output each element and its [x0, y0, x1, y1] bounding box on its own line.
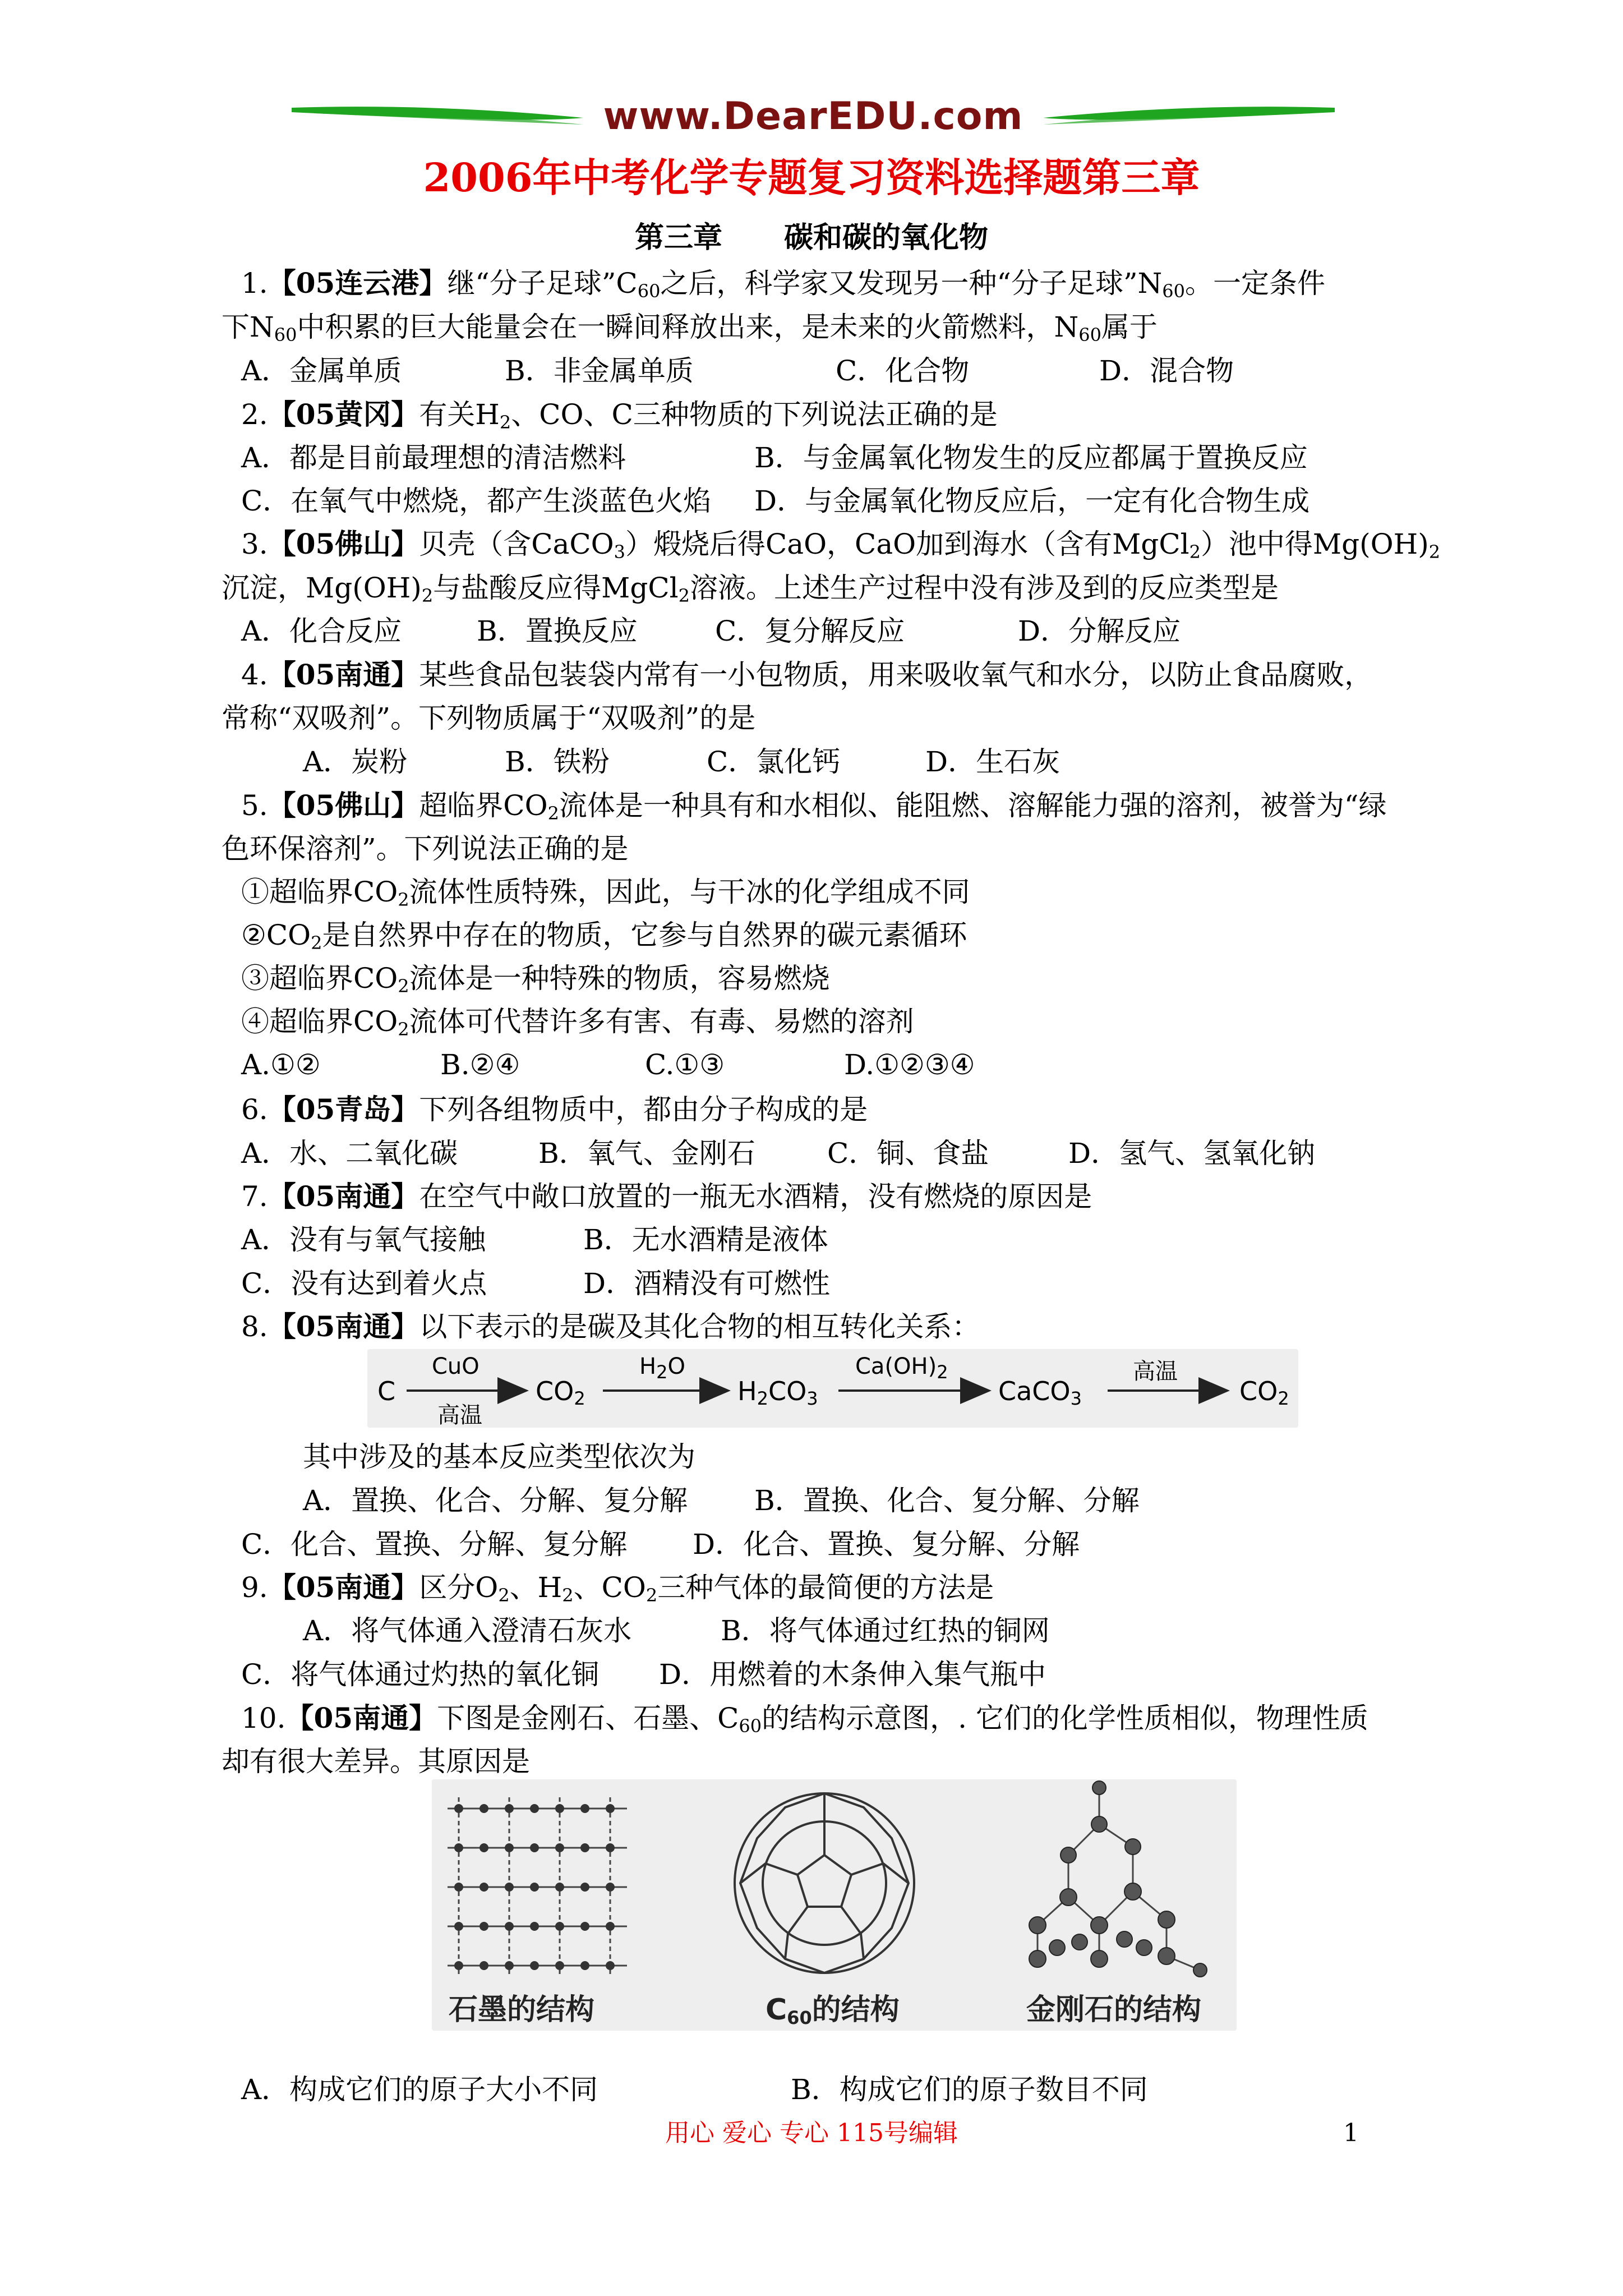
q5-stem-line1: 5.【05佛山】超临界$CO_2$流体是一种具有和水相似、能阻燃、溶解能力强的溶剂，被誉为“绿 — [241, 789, 1387, 824]
q8-options-cd — [241, 1527, 1080, 1561]
q9-option-c: C．将气体通过灼热的氧化铜 — [241, 1658, 600, 1691]
chain-co2-b: $CO_2$ — [1239, 1376, 1289, 1409]
q5-options — [241, 1048, 975, 1082]
graphite-structure-icon — [442, 1786, 633, 1977]
q6-stem: 6.【05青岛】下列各组物质中，都由分子构成的是 — [241, 1093, 868, 1126]
q7-stem: 7.【05南通】在空气中敞口放置的一瓶无水酒精，没有燃烧的原因是 — [241, 1180, 1092, 1213]
q3-options — [241, 614, 1181, 648]
chapter-name: 碳和碳的氧化物 — [784, 220, 989, 255]
q4-option-d: D．生石灰 — [925, 746, 1061, 778]
q8-stem: 8.【05南通】以下表示的是碳及其化合物的相互转化关系： — [241, 1310, 980, 1343]
q3-option-c: C．复分解反应 — [715, 615, 905, 647]
page-number: 1 — [1343, 2119, 1359, 2147]
q5-statement-3: ③超临界$CO_2$流体是一种特殊的物质，容易燃烧 — [241, 962, 830, 997]
q8-lead: 其中涉及的基本反应类型依次为 — [303, 1441, 695, 1473]
q4-option-b: B．铁粉 — [505, 746, 610, 778]
q2-options-ab — [241, 441, 1308, 475]
chain-high-temp-1: 高温 — [437, 1402, 482, 1428]
q6-option-d: D．氢气、氢氧化钠 — [1068, 1137, 1316, 1170]
q4-stem-line1: 4.【05南通】某些食品包装袋内常有一小包物质，用来吸收氧气和水分，以防止食品腐败， — [241, 658, 1373, 691]
q8-option-a: A．置换、化合、分解、复分解 — [303, 1484, 688, 1517]
q7-option-b: B．无水酒精是液体 — [583, 1223, 828, 1256]
caption-graphite: 石墨的结构 — [449, 1993, 595, 2027]
q9-options-cd — [241, 1658, 1046, 1691]
q5-option-b: B.②④ — [440, 1048, 520, 1081]
document-title: 2006年中考化学专题复习资料选择题第三章 — [423, 154, 1200, 201]
q8-option-b: B．置换、化合、复分解、分解 — [754, 1484, 1140, 1517]
q8-options-ab — [303, 1484, 1140, 1517]
q7-options-ab — [241, 1223, 828, 1257]
q9-option-a: A．将气体通入澄清石灰水 — [303, 1614, 632, 1647]
q6-option-c: C．铜、食盐 — [827, 1137, 989, 1170]
q1-options — [241, 354, 1234, 388]
q5-statement-2: $②CO_2$是自然界中存在的物质，它参与自然界的碳元素循环 — [241, 919, 967, 954]
q4-stem-line2: 常称“双吸剂”。下列物质属于“双吸剂”的是 — [222, 702, 756, 734]
q3-stem-line2: 沉淀，$Mg(OH)_2$与盐酸反应得MgCl$_2$溶液。上述生产过程中没有涉及到的反应类型是 — [222, 572, 1279, 606]
chain-caco3: CaCO$_3$ — [998, 1376, 1082, 1409]
chain-c: C — [377, 1376, 396, 1406]
q5-stem-line2: 色环保溶剂”。下列说法正确的是 — [222, 832, 629, 865]
caption-diamond: 金刚石的结构 — [1026, 1993, 1202, 2027]
q10-option-a: A．构成它们的原子大小不同 — [241, 2073, 598, 2106]
chapter-heading — [0, 220, 1623, 256]
q2-option-c: C．在氧气中燃烧，都产生淡蓝色火焰 — [241, 485, 712, 517]
q2-option-a: A．都是目前最理想的清洁燃料 — [241, 441, 626, 474]
q1-stem-line1: 1.【05连云港】继“分子足球$”C_{60}$之后，科学家又发现另一种“分子足球$”N_{60}$。一定条件 — [241, 266, 1326, 302]
q6-options — [241, 1137, 1315, 1170]
q5-option-d: D.①②③④ — [844, 1048, 975, 1081]
q2-stem: 2.【05黄冈】有关$H_2$、CO、C三种物质的下列说法正确的是 — [241, 398, 998, 433]
diamond-structure-icon — [1015, 1779, 1223, 1987]
site-url: www.DearEDU.com — [603, 94, 1023, 139]
q10-stem-line2: 却有很大差异。其原因是 — [222, 1745, 530, 1778]
q4-options — [303, 745, 1060, 779]
q7-option-c: C．没有达到着火点 — [241, 1267, 487, 1300]
q9-stem: 9.【05南通】区分$O_2$、$H_2$、$CO_2$三种气体的最简便的方法是 — [241, 1571, 994, 1606]
q10-option-b: B．构成它们的原子数目不同 — [791, 2073, 1148, 2106]
q8-option-d: D．化合、置换、复分解、分解 — [693, 1528, 1080, 1561]
q6-option-b: B．氧气、金刚石 — [538, 1137, 755, 1170]
q8-conversion-chain — [367, 1349, 1298, 1428]
q10-options-ab — [241, 2073, 1148, 2106]
chain-h2o: $H_2O$ — [639, 1354, 685, 1383]
q5-statement-1: ①超临界$CO_2$流体性质特殊，因此，与干冰的化学组成不同 — [241, 876, 970, 910]
q9-options-ab — [303, 1614, 1050, 1648]
q5-statement-4: ④超临界$CO_2$流体可代替许多有害、有毒、易燃的溶剂 — [241, 1005, 914, 1040]
q7-option-d: D．酒精没有可燃性 — [583, 1267, 831, 1300]
q3-stem-line1: 3.【05佛山】贝壳（含CaCO$_3$）煅烧后得CaO，CaO加到海水（含有MgCl$_2$）池中得$Mg(OH)_2$ — [241, 527, 1441, 563]
q4-option-a: A．炭粉 — [303, 746, 408, 778]
caption-c60: $C_{60}$的结构 — [766, 1993, 900, 2028]
q2-option-d: D．与金属氧化物反应后，一定有化合物生成 — [754, 485, 1310, 517]
q5-option-a: A.①② — [241, 1048, 321, 1081]
q3-option-b: B．置换反应 — [477, 615, 638, 647]
chain-co2-a: $CO_2$ — [536, 1376, 585, 1409]
q5-option-c: C.①③ — [645, 1048, 725, 1081]
q3-option-d: D．分解反应 — [1018, 615, 1181, 647]
chain-caoh2: $Ca(OH)_2$ — [855, 1354, 948, 1383]
q1-option-d: D．混合物 — [1099, 355, 1234, 387]
q9-option-d: D．用燃着的木条伸入集气瓶中 — [659, 1658, 1046, 1691]
chapter-number: 第三章 — [634, 220, 722, 255]
chain-h2co3: $H_2CO_3$ — [737, 1376, 818, 1409]
q8-option-c: C．化合、置换、分解、复分解 — [241, 1528, 628, 1561]
q10-stem-line1: 10.【05南通】下图是金刚石、石墨、$C_{60}$的结构示意图，. 它们的化学性质相似，物理性质 — [241, 1701, 1368, 1737]
q1-stem-line2: 下$N_{60}$中积累的巨大能量会在一瞬间释放出来，是未来的火箭燃料，$N_{60}$属于 — [222, 311, 1158, 346]
q4-option-c: C．氯化钙 — [707, 746, 841, 778]
q2-options-cd — [241, 484, 1310, 518]
chain-cuo: CuO — [432, 1354, 479, 1379]
q1-option-b: B．非金属单质 — [505, 355, 694, 387]
carbon-structures-figure — [432, 1779, 1237, 2031]
q1-option-a: A．金属单质 — [241, 355, 402, 387]
c60-structure-icon — [723, 1782, 925, 1984]
q6-option-a: A．水、二氧化碳 — [241, 1137, 458, 1170]
footer-editor-note: 用心 爱心 专心 115号编辑 — [665, 2119, 958, 2147]
q2-option-b: B．与金属氧化物发生的反应都属于置换反应 — [754, 441, 1308, 474]
q3-option-a: A．化合反应 — [241, 615, 402, 647]
q1-option-c: C．化合物 — [836, 355, 970, 387]
chain-high-temp-2: 高温 — [1133, 1359, 1178, 1384]
q7-option-a: A．没有与氧气接触 — [241, 1223, 486, 1256]
q9-option-b: B．将气体通过红热的铜网 — [721, 1614, 1050, 1647]
q7-options-cd — [241, 1267, 830, 1300]
